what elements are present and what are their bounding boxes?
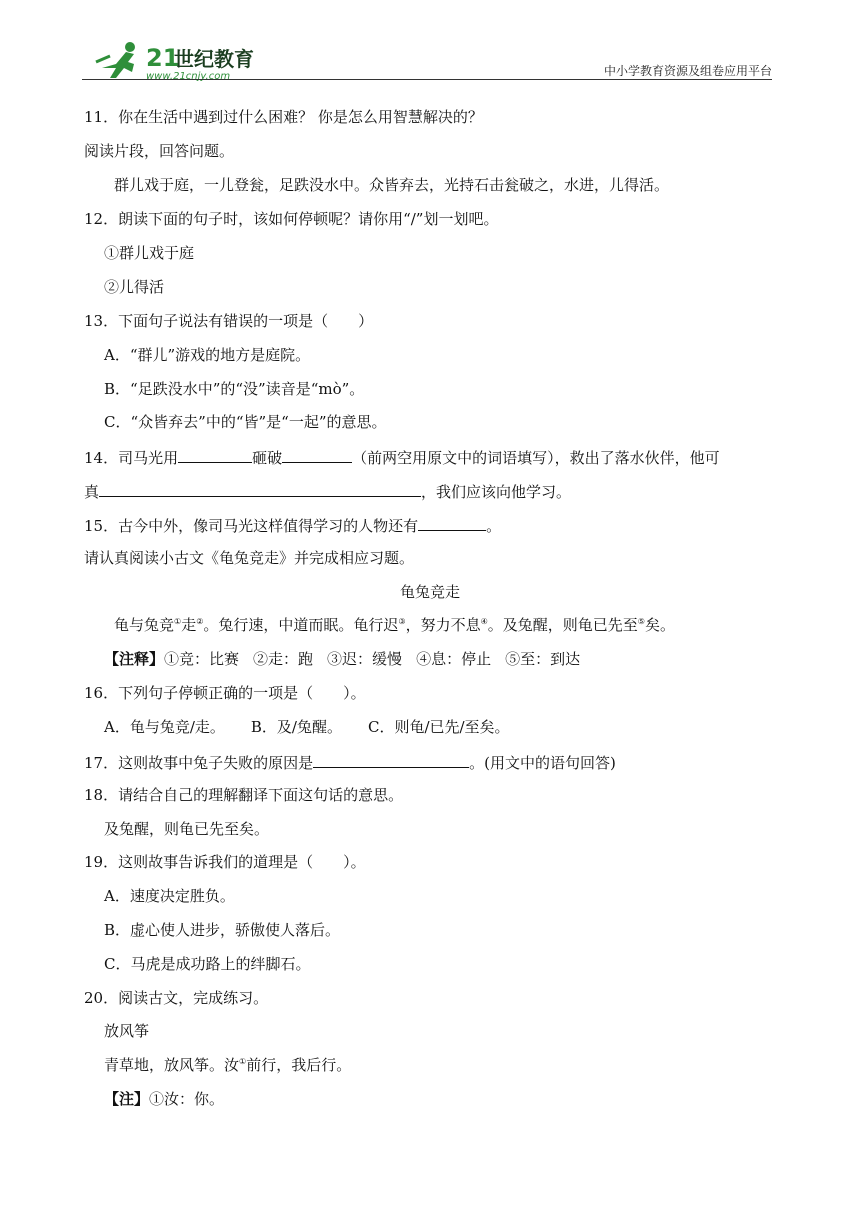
q16-option-c: C．则龟/已先/至矣。 bbox=[367, 718, 510, 736]
question-20: 20．阅读古文，完成练习。 bbox=[84, 989, 269, 1007]
passage-kite: 青草地，放风筝。汝①前行，我后行。 bbox=[104, 1056, 352, 1074]
header-divider bbox=[82, 79, 772, 80]
passage-turtle-rabbit: 龟与兔竞①走②。兔行速，中道而眠。龟行迟③，努力不息④。及兔醒，则龟已先至⑤矣。 bbox=[114, 616, 675, 634]
passage-title-turtle-rabbit: 龟兔竞走 bbox=[399, 583, 460, 601]
passage-sima-guang: 群儿戏于庭，一儿登瓮，足跌没水中。众皆弃去，光持石击瓮破之，水进，儿得活。 bbox=[114, 176, 670, 194]
q19-option-c: C．马虎是成功路上的绊脚石。 bbox=[104, 955, 311, 973]
running-figure-icon bbox=[96, 42, 135, 78]
question-17: 17．这则故事中兔子失败的原因是 。(用文中的语句回答) bbox=[84, 751, 616, 773]
q16-options bbox=[104, 717, 510, 739]
question-15: 15．古今中外，像司马光这样值得学习的人物还有 。 bbox=[84, 514, 501, 536]
platform-name: 中小学教育资源及组卷应用平台 bbox=[603, 64, 772, 78]
question-13: 13．下面句子说法有错误的一项是（ ） bbox=[84, 312, 374, 330]
question-11: 11．你在生活中遇到过什么困难？ 你是怎么用智慧解决的？ bbox=[84, 108, 483, 126]
q12-item-1: ①群儿戏于庭 bbox=[104, 244, 195, 262]
q13-option-c: C．“众皆弃去”中的“皆”是“一起”的意思。 bbox=[104, 413, 387, 431]
answer-blank[interactable] bbox=[178, 446, 252, 463]
logo-url: www.21cnjy.com bbox=[146, 71, 231, 82]
logo-text: 世纪教育 bbox=[174, 47, 254, 71]
q16-option-a: A．龟与兔竞/走。 bbox=[104, 718, 225, 736]
question-18: 18．请结合自己的理解翻译下面这句话的意思。 bbox=[84, 786, 404, 804]
annotation-kite: 【注】①汝：你。 bbox=[104, 1090, 225, 1108]
page-header bbox=[82, 34, 772, 82]
q13-option-b: B．“足跌没水中”的“没”读音是“mò”。 bbox=[104, 380, 365, 398]
question-14-line-2: 真 ，我们应该向他学习。 bbox=[84, 480, 571, 502]
q19-option-b: B．虚心使人进步，骄傲使人落后。 bbox=[104, 921, 341, 939]
question-19: 19．这则故事告诉我们的道理是（ ）。 bbox=[84, 853, 366, 871]
question-14-line-1: 14．司马光用 砸破 （前两空用原文中的词语填写），救出了落水伙伴，他可 bbox=[84, 446, 720, 468]
logo-21cnjy bbox=[86, 38, 266, 82]
q13-option-a: A．“群儿”游戏的地方是庭院。 bbox=[104, 346, 311, 364]
answer-blank[interactable] bbox=[418, 514, 486, 531]
svg-text:21: 21 bbox=[146, 44, 180, 72]
q18-sentence: 及兔醒，则龟已先至矣。 bbox=[104, 820, 270, 838]
reading-instruction-1: 阅读片段，回答问题。 bbox=[84, 142, 235, 160]
question-12: 12．朗读下面的句子时，该如何停顿呢？请你用“/”划一划吧。 bbox=[84, 210, 499, 228]
q12-item-2: ②儿得活 bbox=[104, 278, 165, 296]
annotations-turtle-rabbit: 【注释】①竞：比赛 ②走：跑 ③迟：缓慢 ④息：停止 ⑤至：到达 bbox=[104, 650, 581, 668]
question-16: 16．下列句子停顿正确的一项是（ ）。 bbox=[84, 684, 366, 702]
answer-blank[interactable] bbox=[282, 446, 352, 463]
answer-blank[interactable] bbox=[313, 751, 469, 768]
answer-blank[interactable] bbox=[99, 480, 421, 497]
reading-instruction-2: 请认真阅读小古文《龟兔竞走》并完成相应习题。 bbox=[84, 549, 415, 567]
q19-option-a: A．速度决定胜负。 bbox=[104, 887, 235, 905]
q16-option-b: B．及/兔醒。 bbox=[250, 718, 342, 736]
passage-title-kite: 放风筝 bbox=[104, 1022, 150, 1040]
